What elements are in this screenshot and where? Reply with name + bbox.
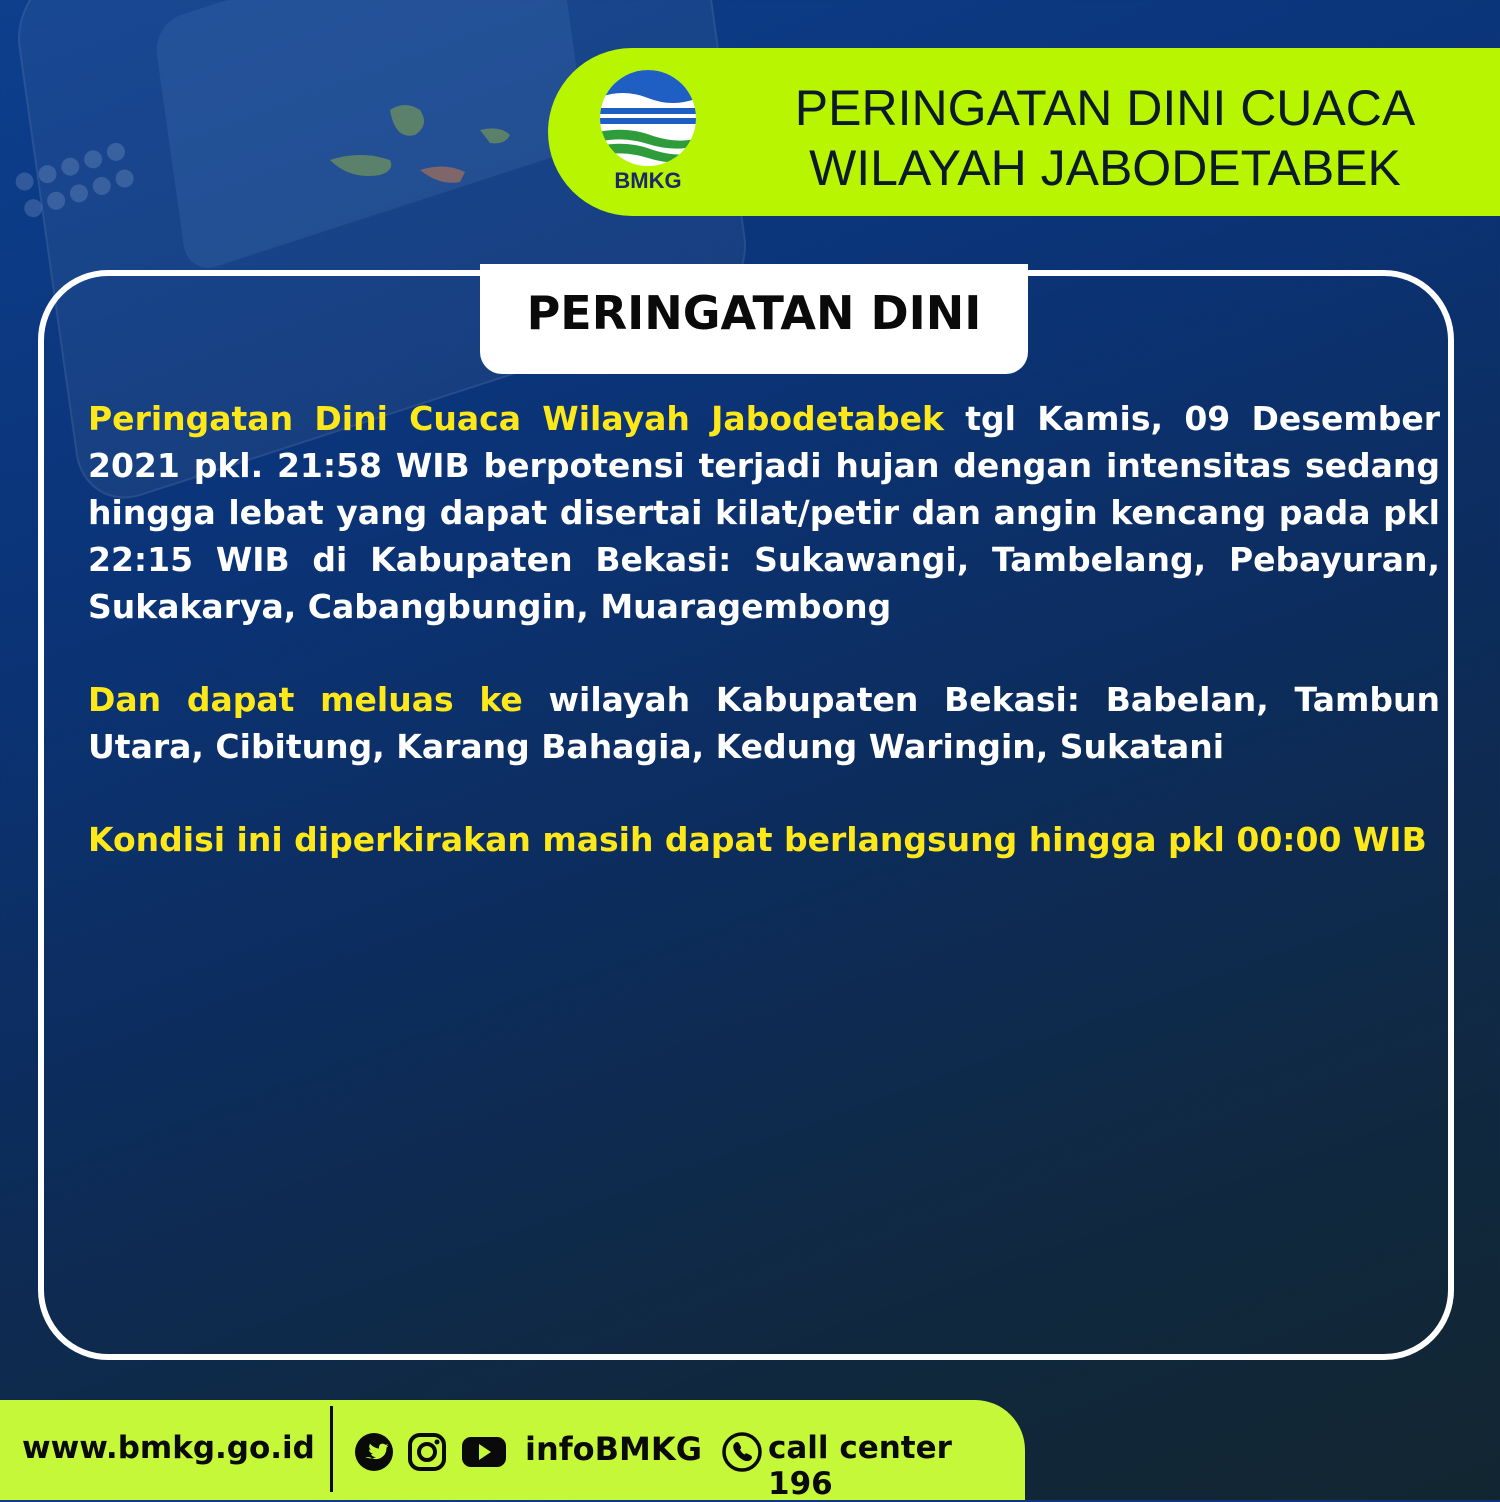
background-map-graphic	[300, 60, 540, 200]
warning-paragraph-2	[88, 676, 1440, 770]
paragraph-2-highlight: Dan dapat meluas ke	[88, 680, 523, 719]
page-title	[760, 78, 1450, 198]
paragraph-2-text: wilayah Kabupaten Bekasi: Babelan, Tambun Utara, Cibitung, Karang Bahagia, Kedung Waringin, Sukatani	[88, 680, 1441, 766]
phone-icon	[722, 1432, 762, 1472]
twitter-icon[interactable]	[354, 1432, 394, 1472]
social-handle[interactable]: infoBMKG	[525, 1430, 702, 1468]
footer-bar	[0, 1400, 1025, 1500]
title-line-1: PERINGATAN DINI CUACA	[794, 80, 1416, 136]
panel-tab-label: PERINGATAN DINI	[526, 286, 982, 340]
instagram-icon[interactable]	[407, 1432, 447, 1472]
warning-content	[88, 395, 1440, 909]
youtube-icon[interactable]	[461, 1432, 507, 1472]
warning-paragraph-3	[88, 816, 1440, 863]
paragraph-1-highlight: Peringatan Dini Cuaca Wilayah Jabodetabek	[88, 399, 944, 438]
bmkg-logo-icon	[598, 68, 698, 168]
panel-tab	[480, 264, 1028, 374]
website-link[interactable]: www.bmkg.go.id	[22, 1430, 315, 1466]
footer-divider	[330, 1406, 333, 1492]
bmkg-logo	[598, 68, 698, 194]
logo-text: BMKG	[614, 168, 682, 193]
title-line-2: WILAYAH JABODETABEK	[809, 140, 1401, 196]
paragraph-3-highlight: Kondisi ini diperkirakan masih dapat berlangsung hingga pkl 00:00 WIB	[88, 820, 1427, 859]
call-center-text[interactable]: call center 196	[768, 1430, 952, 1502]
paragraph-1-text: tgl Kamis, 09 Desember 2021 pkl. 21:58 WIB berpotensi terjadi hujan dengan intensitas sedang hingga lebat yang dapat disertai kilat/petir dan angin kencang pada pkl 22:15 WIB di Kabupaten Bekasi: Sukawangi, Tambelang, Pebayuran, Sukakarya, Cabangbungin, Muaragembong	[88, 399, 1440, 626]
warning-paragraph-1	[88, 395, 1440, 630]
